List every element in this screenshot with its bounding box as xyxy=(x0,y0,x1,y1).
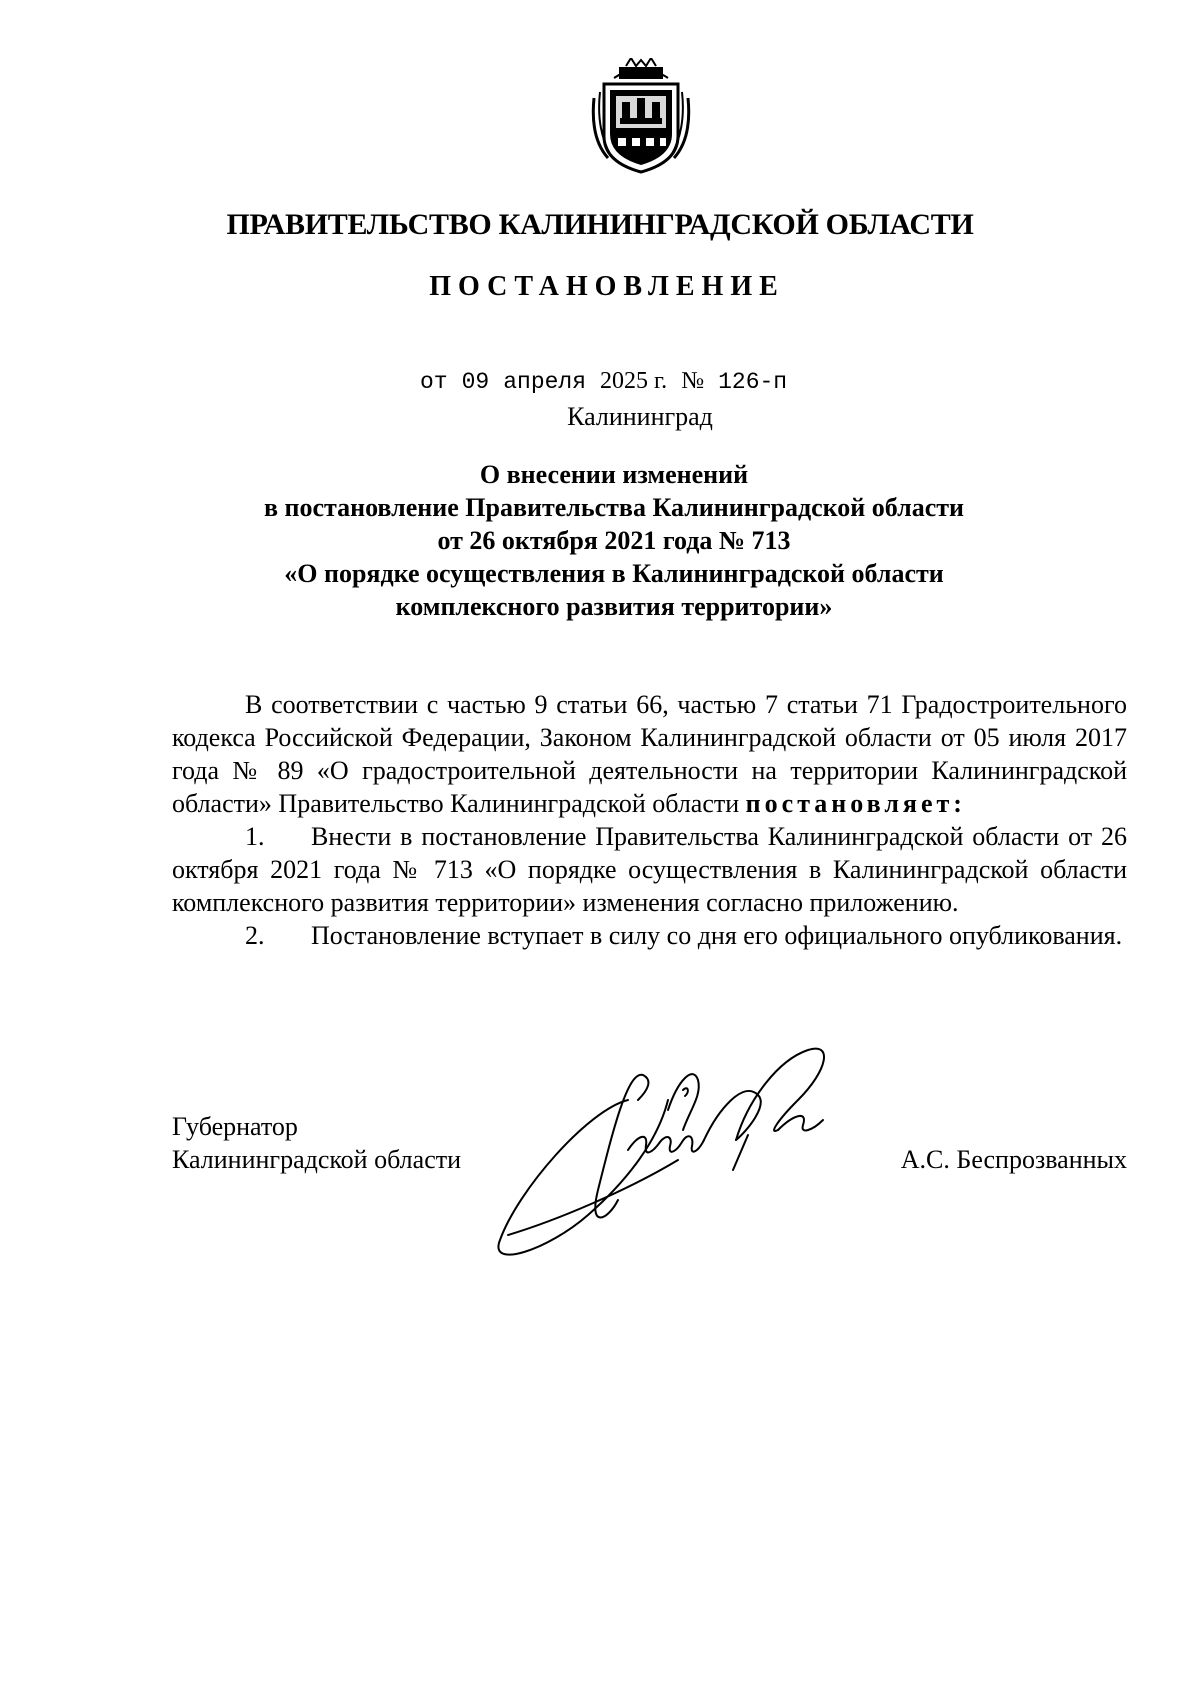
city: Калининград xyxy=(567,402,713,431)
title-line: в постановление Правительства Калининградской области xyxy=(263,493,965,522)
title-line: комплексного развития территории» xyxy=(395,592,833,621)
date-line xyxy=(420,368,787,395)
date-day: 09 xyxy=(461,369,490,395)
signatory-name: А.С. Беспрозванных xyxy=(900,1145,1127,1174)
list-item xyxy=(172,919,1127,952)
organization-name: ПРАВИТЕЛЬСТВО КАЛИНИНГРАДСКОЙ ОБЛАСТИ xyxy=(226,208,974,241)
preamble-text: В соответствии с частью 9 статьи 66, частью 7 статьи 71 Градостроительного кодекса Российской Федерации, Законом Калининградской области от 05 июля 2017 года № 89 «О градостроительной деятельности на территории Калининградской области» Правительство Калининградской области xyxy=(172,690,1127,818)
preamble-paragraph xyxy=(172,688,1127,820)
resolves-word: постановляет: xyxy=(745,789,966,818)
title-line: «О порядке осуществления в Калининградской области xyxy=(284,559,944,588)
item-number: 2. xyxy=(245,921,265,950)
document-type: ПОСТАНОВЛЕНИЕ xyxy=(429,271,785,302)
signatory-position xyxy=(172,1110,461,1176)
document-number: 126-п xyxy=(718,369,788,395)
document-body xyxy=(172,688,1127,952)
handwritten-signature xyxy=(478,1040,898,1260)
coat-of-arms-emblem xyxy=(586,58,696,176)
item-text: Внести в постановление Правительства Калининградской области от 26 октября 2021 года № 713 «О порядке осуществления в Калининградской области комплексного развития территории» изменения согласно приложению. xyxy=(172,822,1127,917)
number-sign: № xyxy=(681,368,705,394)
item-number: 1. xyxy=(245,822,265,851)
position-line: Губернатор xyxy=(172,1112,298,1141)
title-line: от 26 октября 2021 года № 713 xyxy=(437,526,791,555)
list-item xyxy=(172,820,1127,919)
date-year: 2025 г. xyxy=(600,368,668,394)
date-month: апреля xyxy=(503,369,587,395)
date-prefix: от xyxy=(420,369,448,395)
position-line: Калининградской области xyxy=(172,1145,462,1174)
item-text: Постановление вступает в силу со дня его официального опубликования. xyxy=(311,921,1123,950)
title-line: О внесении изменений xyxy=(479,460,749,489)
document-title xyxy=(0,458,1200,623)
